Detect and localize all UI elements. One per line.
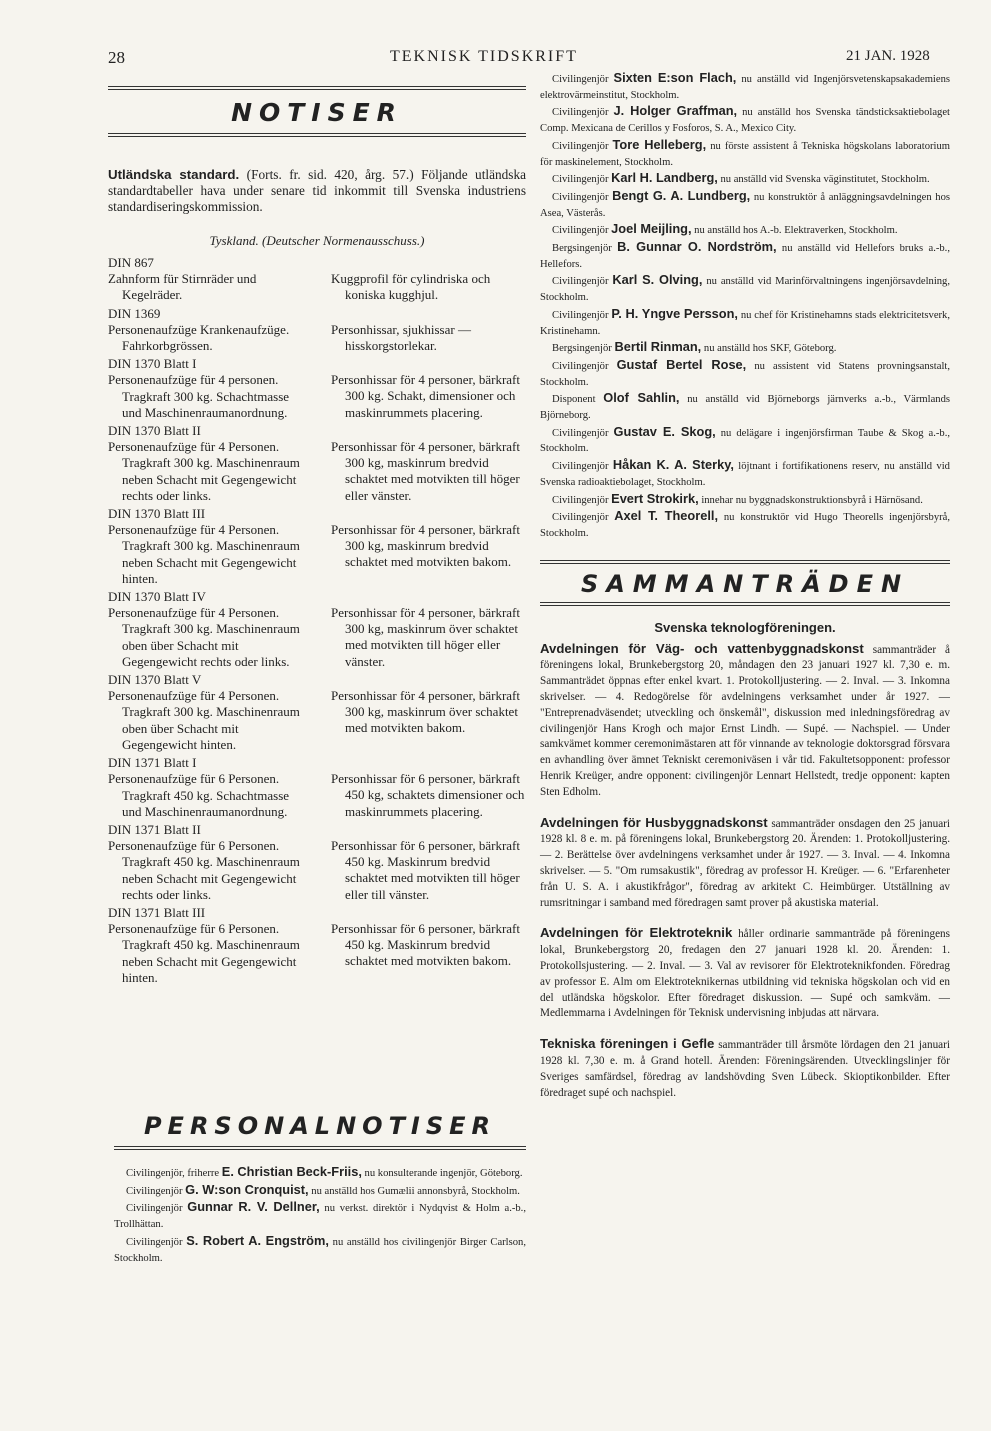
standard-title-german: Personenaufzüge für 4 Personen. Tragkraft 300 kg. Maschinenraum neben Schacht mit Gegengewicht rechts oder links. (108, 439, 300, 503)
standard-code: DIN 1371 Blatt II (108, 821, 201, 837)
standard-code: DIN 1371 Blatt III (108, 904, 206, 920)
notice-text: nu anställd hos SKF, Göteborg. (703, 343, 837, 355)
notice-name: S. Robert A. Engström, (186, 1232, 329, 1248)
meeting-notice (540, 641, 950, 801)
standard-entry (108, 423, 526, 504)
personal-notice (540, 508, 950, 541)
standard-german (108, 255, 308, 304)
divider (540, 560, 950, 564)
personal-notice (540, 339, 950, 357)
notice-title: Disponent (552, 394, 596, 406)
standard-code: DIN 1369 (108, 305, 161, 321)
issue-date: 21 JAN. 1928 (846, 48, 930, 64)
notiser-heading: NOTISER (231, 98, 403, 127)
notice-name: J. Holger Graffman, (613, 103, 738, 119)
standard-title-swedish: Kuggprofil för cylindriska och koniska kugghjul. (331, 271, 491, 303)
standard-blank (331, 423, 526, 439)
notice-text: nu anställd hos Svenska tändsticksaktiebolaget Comp. Mexicana de Cerillos y Fosforos, S. A., Mexico City. (540, 107, 950, 135)
personal-notice (540, 306, 950, 339)
standard-code: DIN 1370 Blatt II (108, 423, 201, 439)
personal-section (114, 1112, 526, 1266)
standard-title-swedish: Personhissar, sjukhissar — hisskorgstorlekar. (331, 321, 471, 353)
divider (114, 1146, 526, 1150)
meeting-text: sammanträder å föreningens lokal, Brunkebergstorg 20, måndagen den 23 januari 1927 kl. 7,30 e. m. Sammanträdet öppnas efter enkel kvart. 1. Protokolljustering. — 2. Inval. — 3. Inkomna skrivelser. — 4. Redogörelse för avdelningens verksamhet under år 1927. — "Entreprenadväsendet; utveckling och önskemål", diskussion med inledningsföredrag av civilingenjör Hans Krogh och major Ernst Lindh. — Supé. — Nachspiel. — Under samkvämet kommer ceremonimästaren att för vinnande av teknologie doktorsgrad försvara en avhandling över ämnet Tekniskt ceremoniväsen i vår tid. Fakultetsopponent: professor Henrik Kreüger, andre opponent: civilingenjör Lennart Hellstedt, tredje opponent: kapten Sten Edholm. (540, 643, 950, 798)
personal-notice (540, 103, 950, 136)
personal-notice (114, 1233, 526, 1266)
personal-notice (114, 1199, 526, 1232)
sammantraden-heading: SAMMANTRÄDEN (580, 569, 910, 598)
standard-german (108, 755, 308, 820)
notice-title: Civilingenjör (552, 174, 609, 186)
notice-title: Civilingenjör (552, 309, 609, 321)
standard-swedish (331, 356, 526, 421)
meeting-text: sammanträder till årsmöte lördagen den 21 januari 1928 kl. 7,30 e. m. å Grand hotell. Ärenden: Föreningsärenden. Utvecklingslinjer för Sveriges samfärdsel, föredrag av landshövding Sven Lübeck. Skioptikonbilder. Efter föredraget supé och nachspiel. (540, 1039, 950, 1099)
notice-title: Civilingenjör (552, 512, 609, 524)
notice-title: Bergsingenjör (552, 343, 612, 355)
notice-text: nu anställd vid Ingenjörsvetenskapsakademiens elektrovärmeinstitut, Stockholm. (540, 74, 951, 101)
notice-name: Bengt G. A. Lundberg, (612, 187, 751, 203)
standard-blank (331, 255, 526, 271)
standard-swedish (331, 822, 526, 903)
notice-text: innehar nu byggnadskonstruktionsbyrå i Härnösand. (701, 494, 923, 506)
standard-blank (331, 822, 526, 838)
personal-notice (540, 272, 950, 305)
standard-german (108, 506, 308, 587)
right-column (540, 70, 950, 1115)
personal-notice (114, 1164, 526, 1182)
notice-name: Gunnar R. V. Dellner, (187, 1199, 320, 1215)
meeting-notice (540, 1036, 950, 1101)
meeting-heading: Avdelningen för Väg- och vattenbyggnadskonst (540, 640, 864, 656)
standard-code: DIN 867 (108, 255, 154, 270)
notice-text: löjtnant i fortifikationens reserv, nu anställd vid Svenska radioaktiebolaget, Stockholm. (540, 461, 950, 488)
notice-name: Tore Helleberg, (612, 136, 707, 152)
standard-title-german: Personenaufzüge für 4 Personen. Tragkraft 300 kg. Maschinenraum oben über Schacht mit Gegengewicht hinten. (108, 688, 300, 752)
notice-text: nu assistent vid Statens provningsanstalt, Stockholm. (540, 360, 950, 388)
standard-entry (108, 755, 526, 820)
standard-entry (108, 306, 526, 355)
personal-notice (540, 221, 950, 239)
notice-title: Civilingenjör (126, 1203, 183, 1215)
notice-title: Civilingenjör (552, 225, 609, 237)
standard-entry (108, 255, 526, 304)
notice-title: Civilingenjör, friherre (126, 1168, 220, 1179)
meeting-heading: Avdelningen för Elektroteknik (540, 925, 733, 941)
notice-text: nu konstruktör vid Hugo Theorells ingenjörsbyrå, Stockholm. (540, 512, 950, 539)
standard-entry (108, 356, 526, 421)
notice-name: Gustav E. Skog, (613, 423, 716, 439)
personal-notice (114, 1182, 526, 1200)
notice-text: nu anställd hos A.-b. Elektraverken, Stockholm. (694, 225, 898, 237)
lead-bold: Utländska standard. (108, 167, 240, 182)
standard-title-german: Personenaufzüge Krankenaufzüge. Fahrkorbgrössen. (108, 321, 290, 354)
notice-name: Axel T. Theorell, (614, 508, 719, 524)
standard-title-swedish: Personhissar för 4 personer, bärkraft 300 kg, maskinrum bredvid schaktet med motvikten bakom. (331, 522, 521, 570)
standard-german (108, 905, 308, 986)
notice-title: Civilingenjör (552, 74, 609, 85)
standard-swedish (331, 306, 526, 355)
notice-text: nu anställd hos civilingenjör Birger Carlson, Stockholm. (114, 1236, 526, 1264)
meeting-text: håller ordinarie sammanträde på föreningens lokal, Brunkebergstorg 20, fredagen den 27 januari 1928 kl. 20. Ärenden: 1. Protokollsjustering. — 2. Inval. — 3. Val av revisorer för Elektroteknikfonden. Föredrag av professor E. Alm om Elektroteknikernas utbildning vid tekniska högskolan och vid en del utländska högskolor. Efter föredraget diskussion. — Supé och samkväm. — Medlemmarna i Avdelningen för Teknisk undervisning inbjudas att närvara. (540, 928, 950, 1020)
standard-german (108, 822, 308, 903)
standard-code: DIN 1371 Blatt I (108, 755, 197, 771)
personal-list-right (540, 70, 950, 542)
standards-list (108, 255, 526, 986)
divider (108, 133, 526, 137)
meeting-heading: Avdelningen för Husbyggnadskonst (540, 814, 768, 830)
standard-blank (331, 905, 526, 921)
notice-text: nu anställd vid Svenska väginstitutet, Stockholm. (720, 174, 930, 186)
personal-notice (540, 491, 950, 509)
standard-title-german: Personenaufzüge für 6 Personen. Tragkraft 450 kg. Maschinenraum neben Schacht mit Gegengewicht rechts oder links. (108, 838, 300, 902)
notice-name: Evert Strokirk, (611, 490, 699, 506)
standard-german (108, 672, 308, 753)
standard-title-swedish: Personhissar för 6 personer, bärkraft 450 kg. Maskinrum bredvid schaktet med motvikten till höger eller till vänster. (331, 837, 521, 902)
divider (540, 602, 950, 606)
personal-notice (540, 390, 950, 423)
notice-title: Civilingenjör (126, 1185, 183, 1197)
notice-title: Civilingenjör (552, 461, 609, 473)
standard-swedish (331, 672, 526, 753)
standard-entry (108, 672, 526, 753)
lead-text: (Forts. fr. sid. 420, årg. 57.) Följande utländska standardtabeller hava under senare tid inkommit till Svenska industriens standardiseringskommission. (108, 167, 527, 214)
notiser-subheading: Tyskland. (Deutscher Normenausschuss.) (209, 233, 425, 248)
notice-title: Civilingenjör (552, 191, 609, 203)
standard-title-german: Personenaufzüge für 4 Personen. Tragkraft 300 kg. Maschinenraum neben Schacht mit Gegengewicht hinten. (108, 522, 300, 586)
standard-entry (108, 589, 526, 670)
standard-german (108, 589, 308, 670)
personal-notice (540, 424, 950, 457)
standard-blank (331, 589, 526, 605)
notice-name: Karl H. Landberg, (611, 170, 718, 186)
notice-title: Civilingenjör (552, 360, 609, 372)
notice-text: nu förste assistent å Tekniska högskolans laboratorium för maskinelement, Stockholm. (540, 140, 951, 168)
personal-notice (540, 188, 950, 221)
standard-blank (331, 356, 526, 372)
notice-text: nu anställd hos Gumælii annonsbyrå, Stockholm. (311, 1185, 520, 1197)
notice-name: B. Gunnar O. Nordström, (617, 239, 777, 255)
standard-title-swedish: Personhissar för 4 personer, bärkraft 300 kg, maskinrum över schaktet med motvikten till höger eller vänster. (331, 605, 521, 669)
journal-title: TEKNISK TIDSKRIFT (390, 48, 578, 65)
standard-swedish (331, 589, 526, 670)
standard-german (108, 306, 308, 355)
standard-title-swedish: Personhissar för 4 personer, bärkraft 300 kg. Schakt, dimensioner och maskinrummets placering. (331, 372, 521, 420)
standard-german (108, 356, 308, 421)
standard-title-german: Zahnform für Stirnräder und Kegelräder. (108, 271, 257, 303)
standard-title-swedish: Personhissar för 6 personer, bärkraft 450 kg. Maskinrum bredvid schaktet med motvikten bakom. (331, 920, 521, 969)
notice-name: Gustaf Bertel Rose, (616, 356, 747, 372)
standard-title-german: Personenaufzüge für 4 personen. Tragkraft 300 kg. Schachtmasse und Maschinenraumanordnung. (108, 372, 290, 420)
standard-title-german: Personenaufzüge für 6 Personen. Tragkraft 450 kg. Schachtmasse und Maschinenraumanordnung. (108, 771, 290, 819)
personal-notice (540, 70, 950, 103)
notice-title: Bergsingenjör (552, 243, 612, 255)
standard-title-german: Personenaufzüge für 6 Personen. Tragkraft 450 kg. Maschinenraum neben Schacht mit Gegengewicht hinten. (108, 921, 300, 985)
notice-name: Håkan K. A. Sterky, (612, 457, 734, 473)
personal-notice (540, 170, 950, 188)
standard-entry (108, 506, 526, 587)
notice-name: Bertil Rinman, (614, 339, 702, 355)
left-column (108, 86, 526, 988)
personal-notice (540, 137, 950, 170)
standard-blank (331, 672, 526, 688)
notice-text: nu anställd vid Hellefors bruks a.-b., Hellefors. (540, 243, 950, 270)
personal-heading: PERSONALNOTISER (143, 1112, 497, 1140)
standard-german (108, 423, 308, 504)
standard-code: DIN 1370 Blatt V (108, 672, 202, 688)
notice-name: E. Christian Beck-Friis, (221, 1164, 362, 1179)
personal-notice (540, 357, 950, 390)
standard-entry (108, 822, 526, 903)
notice-text: nu konstruktör å anläggningsavdelningen hos Asea, Västerås. (540, 191, 950, 219)
standard-code: DIN 1370 Blatt III (108, 506, 206, 522)
notice-title: Civilingenjör (552, 140, 609, 152)
notiser-lead (108, 167, 526, 215)
notice-name: Karl S. Olving, (612, 272, 703, 288)
notice-text: nu chef för Kristinehamns stads elektricitetsverk, Kristinehamn. (540, 309, 950, 337)
personal-notice (540, 239, 950, 272)
notice-title: Civilingenjör (552, 107, 609, 119)
standard-swedish (331, 905, 526, 986)
standard-title-swedish: Personhissar för 4 personer, bärkraft 300 kg, maskinrum bredvid schaktet med motvikten till höger eller vänster. (331, 439, 521, 503)
notice-title: Civilingenjör (552, 494, 609, 506)
notice-text: nu anställd vid Björneborgs järnverks a.-b., Värmlands Björneborg. (540, 394, 950, 422)
standard-swedish (331, 506, 526, 587)
notice-text: nu verkst. direktör i Nydqvist & Holm a.-b., Trollhättan. (114, 1203, 526, 1231)
standard-swedish (331, 255, 526, 304)
standard-swedish (331, 755, 526, 820)
standard-blank (331, 755, 526, 771)
meetings-list (540, 641, 950, 1102)
notice-title: Civilingenjör (126, 1236, 183, 1248)
notice-name: G. W:son Cronquist, (185, 1181, 309, 1197)
notice-text: nu anställd vid Marinförvaltningens ingenjörsavdelning, Stockholm. (540, 276, 951, 304)
notice-name: Sixten E:son Flach, (613, 70, 737, 85)
notice-name: Olof Sahlin, (603, 390, 680, 406)
meeting-heading: Tekniska föreningen i Gefle (540, 1036, 715, 1052)
society-name: Svenska teknologföreningen. (654, 619, 836, 635)
standard-title-swedish: Personhissar för 6 personer, bärkraft 450 kg, schaktets dimensioner och maskinrummets placering. (331, 771, 525, 819)
notice-text: nu delägare i ingenjörsfirman Taube & Skog a.-b., Stockholm. (540, 427, 950, 455)
page-number: 28 (108, 48, 125, 67)
standard-entry (108, 905, 526, 986)
meeting-notice (540, 815, 950, 912)
standard-title-german: Personenaufzüge für 4 Personen. Tragkraft 300 kg. Maschinenraum oben über Schacht mit Gegengewicht rechts oder links. (108, 605, 300, 669)
personal-notice (540, 457, 950, 490)
standard-blank (331, 506, 526, 522)
notice-name: P. H. Yngve Persson, (611, 305, 738, 321)
standard-code: DIN 1370 Blatt I (108, 356, 197, 372)
standard-swedish (331, 423, 526, 504)
personal-list-left (114, 1164, 526, 1266)
meeting-notice (540, 925, 950, 1022)
standard-title-swedish: Personhissar för 4 personer, bärkraft 300 kg, maskinrum över schaktet med motvikten bakom. (331, 688, 521, 736)
notice-text: nu konsulterande ingenjör, Göteborg. (364, 1168, 523, 1179)
notice-name: Joel Meijling, (611, 221, 692, 237)
divider (108, 86, 526, 90)
standard-blank (331, 306, 526, 322)
meeting-text: sammanträder onsdagen den 25 januari 1928 kl. 8 e. m. på föreningens lokal, Brunkebergstorg 20. Ärenden: 1. Protokolljustering. — 2. Berättelse över avdelningens verksamhet under år 1927. — 3. Inval. — 4. Inkomna skrivelser. — 5. "Om rumsakustik", föredrag av professor H. Kreüger. — 6. "Erfarenheter från U. S. A. i akustikfrågor", föredrag av arkitekt C. Heimbürger. Utställning av rumsritningar i samband med föredragen samt prover på akustiska material. (540, 817, 951, 909)
notice-title: Civilingenjör (552, 276, 609, 288)
standard-code: DIN 1370 Blatt IV (108, 589, 206, 605)
notice-title: Civilingenjör (552, 427, 609, 439)
